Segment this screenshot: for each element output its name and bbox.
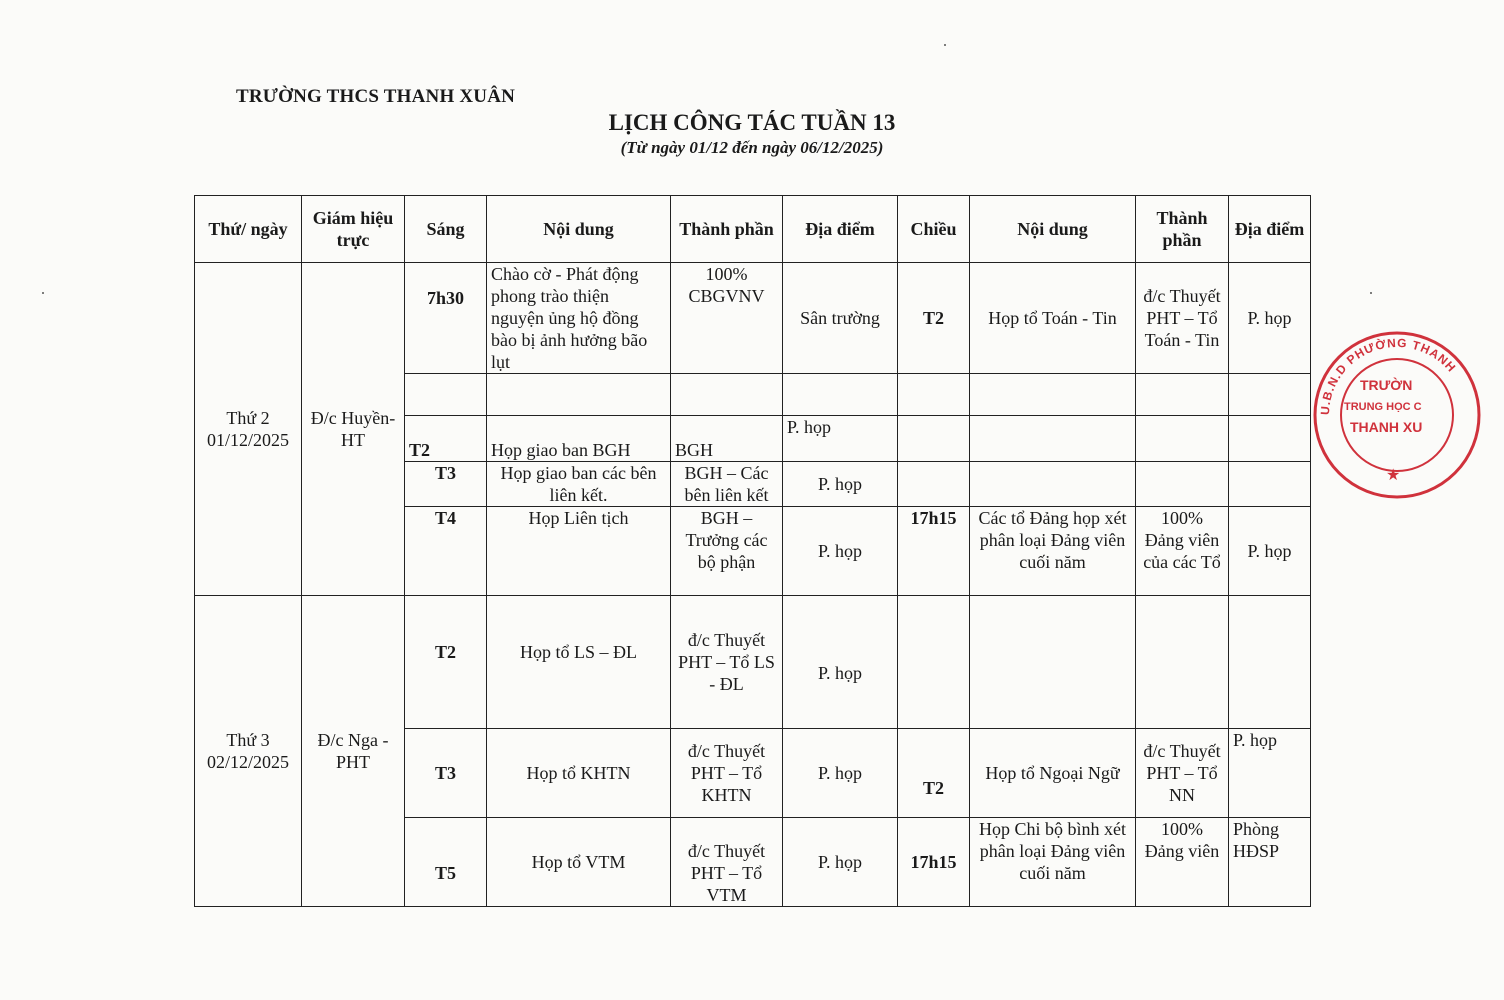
am-time: T5: [405, 818, 487, 907]
am-place: P. họp: [783, 416, 898, 462]
col-header-afternoon: Chiều: [898, 196, 970, 263]
pm-time: 17h15: [898, 818, 970, 907]
am-time: T3: [405, 462, 487, 507]
pm-time: [898, 596, 970, 729]
schedule-table: [194, 195, 1311, 907]
scan-speck: [42, 292, 44, 294]
am-content: Họp Liên tịch: [487, 507, 671, 596]
am-content: Họp tổ LS – ĐL: [487, 596, 671, 729]
table-row: [195, 263, 1311, 374]
col-header-content-am: Nội dung: [487, 196, 671, 263]
col-header-morning: Sáng: [405, 196, 487, 263]
am-content: Họp giao ban BGH: [487, 416, 671, 462]
col-header-members-pm: Thành phần: [1136, 196, 1229, 263]
am-members: đ/c Thuyết PHT – Tổ LS - ĐL: [671, 596, 783, 729]
pm-members: 100% Đảng viên: [1136, 818, 1229, 907]
day-cell: Thứ 2 01/12/2025: [195, 263, 302, 596]
duty-cell: Đ/c Nga - PHT: [302, 596, 405, 907]
svg-text:★: ★: [1386, 465, 1401, 484]
pm-content: [970, 596, 1136, 729]
pm-content: Họp Chi bộ bình xét phân loại Đảng viên cuối năm: [970, 818, 1136, 907]
am-content: Chào cờ - Phát động phong trào thiện nguyện ủng hộ đồng bào bị ảnh hưởng bão lụt: [487, 263, 671, 374]
am-members: BGH: [671, 416, 783, 462]
pm-time: T2: [898, 729, 970, 818]
scan-speck: [944, 44, 946, 46]
am-place: P. họp: [783, 462, 898, 507]
pm-place: [1229, 596, 1311, 729]
am-time: [405, 374, 487, 416]
pm-content: Các tổ Đảng họp xét phân loại Đảng viên cuối năm: [970, 507, 1136, 596]
am-content: [487, 374, 671, 416]
col-header-duty: Giám hiệu trực: [302, 196, 405, 263]
col-header-place-pm: Địa điểm: [1229, 196, 1311, 263]
scan-speck: [1370, 292, 1372, 294]
am-members: 100% CBGVNV: [671, 263, 783, 374]
am-members: đ/c Thuyết PHT – Tổ VTM: [671, 818, 783, 907]
pm-content: [970, 462, 1136, 507]
pm-content: Họp tổ Toán - Tin: [970, 263, 1136, 374]
pm-content: Họp tổ Ngoại Ngữ: [970, 729, 1136, 818]
am-place: P. họp: [783, 507, 898, 596]
pm-place: [1229, 416, 1311, 462]
svg-text:TRUNG HỌC C: TRUNG HỌC C: [1344, 401, 1422, 413]
pm-time: 17h15: [898, 507, 970, 596]
pm-time: T2: [898, 263, 970, 374]
school-name: TRƯỜNG THCS THANH XUÂN: [236, 86, 516, 107]
am-place: [783, 374, 898, 416]
page-subtitle: (Từ ngày 01/12 đến ngày 06/12/2025): [620, 138, 884, 157]
am-place: Sân trường: [783, 263, 898, 374]
pm-place: P. họp: [1229, 507, 1311, 596]
am-members: đ/c Thuyết PHT – Tổ KHTN: [671, 729, 783, 818]
col-header-members-am: Thành phần: [671, 196, 783, 263]
am-time: T2: [405, 596, 487, 729]
am-place: P. họp: [783, 818, 898, 907]
pm-members: 100% Đảng viên của các Tổ: [1136, 507, 1229, 596]
col-header-content-pm: Nội dung: [970, 196, 1136, 263]
am-time: T2: [405, 416, 487, 462]
day-cell: Thứ 3 02/12/2025: [195, 596, 302, 907]
am-members: [671, 374, 783, 416]
pm-place: [1229, 374, 1311, 416]
am-time: T4: [405, 507, 487, 596]
am-place: P. họp: [783, 729, 898, 818]
pm-members: đ/c Thuyết PHT – Tổ NN: [1136, 729, 1229, 818]
pm-members: [1136, 416, 1229, 462]
pm-time: [898, 462, 970, 507]
am-content: Họp tổ VTM: [487, 818, 671, 907]
table-row: [195, 596, 1311, 729]
school-seal-stamp: [1312, 330, 1482, 500]
pm-content: [970, 416, 1136, 462]
header-row: [195, 196, 1311, 263]
pm-members: [1136, 462, 1229, 507]
pm-place: [1229, 462, 1311, 507]
pm-content: [970, 374, 1136, 416]
pm-time: [898, 374, 970, 416]
am-time: 7h30: [405, 263, 487, 374]
am-time: T3: [405, 729, 487, 818]
pm-time: [898, 416, 970, 462]
svg-text:U.B.N.D PHƯỜNG THANH: U.B.N.D PHƯỜNG THANH: [1317, 335, 1459, 416]
pm-place: Phòng HĐSP: [1229, 818, 1311, 907]
page-title: LỊCH CÔNG TÁC TUẦN 13: [608, 110, 896, 135]
duty-cell: Đ/c Huyền- HT: [302, 263, 405, 596]
pm-place: P. họp: [1229, 263, 1311, 374]
am-place: P. họp: [783, 596, 898, 729]
col-header-place-am: Địa điểm: [783, 196, 898, 263]
pm-members: [1136, 596, 1229, 729]
am-members: BGH – Các bên liên kết: [671, 462, 783, 507]
am-members: BGH – Trưởng các bộ phận: [671, 507, 783, 596]
svg-text:TRƯỜN: TRƯỜN: [1360, 377, 1413, 393]
pm-members: đ/c Thuyết PHT – Tổ Toán - Tin: [1136, 263, 1229, 374]
svg-text:THANH XU: THANH XU: [1350, 419, 1423, 435]
col-header-day: Thứ/ ngày: [195, 196, 302, 263]
am-content: Họp tổ KHTN: [487, 729, 671, 818]
pm-place: P. họp: [1229, 729, 1311, 818]
pm-members: [1136, 374, 1229, 416]
am-content: Họp giao ban các bên liên kết.: [487, 462, 671, 507]
